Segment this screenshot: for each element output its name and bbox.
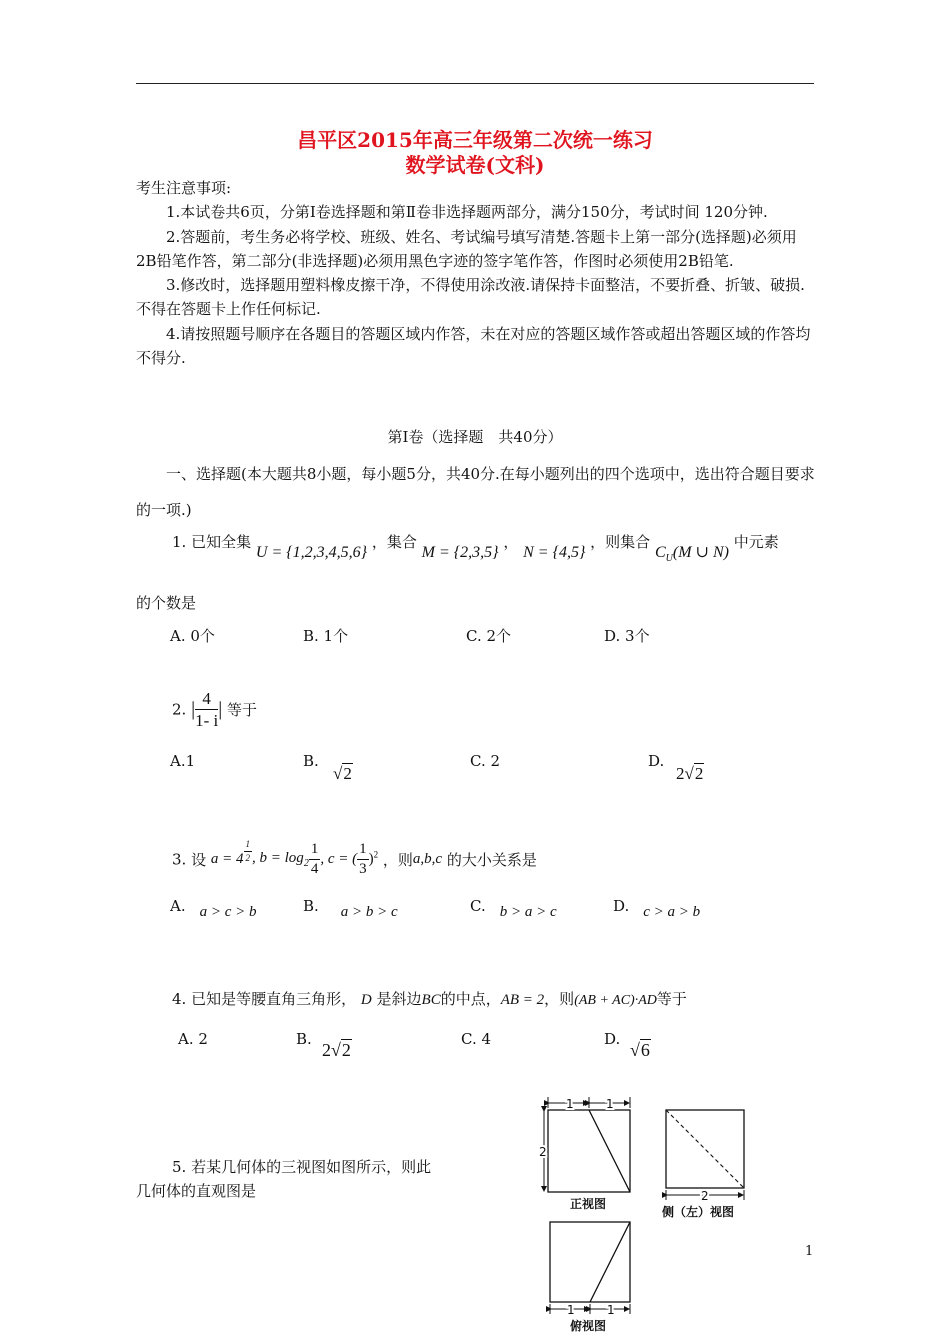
option-c: C. 4 — [461, 1030, 492, 1048]
notice-item: 3.修改时，选择题用塑料橡皮擦干净，不得使用涂改液.请保持卡面整洁，不要折叠、折皱、破损.不得在答题卡上作任何标记. — [136, 276, 805, 319]
a-definition: a = 4 $^{\frac{1}{2}}$ — [210, 839, 251, 867]
dim-label: 1 — [607, 1303, 615, 1317]
three-view-figure — [530, 1094, 790, 1334]
segment-bc: BC — [421, 992, 441, 1008]
dim-label: 1 — [606, 1097, 614, 1111]
section-instructions: 一、选择题(本大题共8小题，每小题5分，共40分.在每小题列出的四个选项中，选出符合题目要求的一项.) — [136, 465, 815, 519]
question-text: 等于 — [227, 701, 258, 719]
option-d: D. 3个 — [604, 627, 650, 645]
dim-label: 1 — [567, 1303, 575, 1317]
question-text: 的大小关系是 — [446, 851, 537, 869]
question-5-line2: 几何体的直观图是 — [136, 1182, 257, 1200]
notice-item: 4.请按照题号顺序在各题目的答题区域内作答，未在对应的答题区域作答或超出答题区域的作答均不得分. — [136, 324, 811, 368]
question-number: 4. — [172, 990, 187, 1008]
question-text: 是斜边 — [376, 990, 422, 1008]
exam-title: 昌平区2015年高三年级第二次统一练习 — [297, 128, 653, 152]
question-text: ，则 — [544, 990, 575, 1008]
question-text: ，则集合 — [590, 533, 651, 551]
option-a: A.1 — [170, 752, 196, 770]
option-d: D. c > a > b — [613, 897, 701, 920]
option-b-value: √2 — [333, 764, 352, 783]
question-5-line1: 5. 若某几何体的三视图如图所示，则此 — [172, 1158, 432, 1176]
option-b-label: B. — [296, 1030, 312, 1048]
top-view-caption: 俯视图 — [570, 1319, 607, 1333]
question-text: ， — [503, 533, 519, 551]
vector-expression: (AB + AC)·AD — [574, 993, 657, 1008]
question-text: 设 — [191, 851, 207, 869]
dim-label: 2 — [539, 1145, 547, 1159]
question-1 — [172, 531, 779, 565]
set-m: M = {2,3,5} — [421, 544, 499, 561]
question-number: 1. — [172, 533, 187, 551]
dim-label: 2 — [701, 1189, 709, 1203]
notice-heading: 考生注意事项: — [136, 179, 232, 197]
dim-label: 1 — [566, 1097, 574, 1111]
b-definition: , $b = \log_2$ — [252, 850, 309, 869]
question-text: 中元素 — [733, 533, 779, 551]
option-c: C. 2个 — [466, 627, 512, 645]
option-c: C. 2 — [470, 752, 501, 770]
variables: a,b,c — [412, 851, 443, 867]
option-a: A. 2 — [178, 1030, 208, 1048]
option-c: C. b > a > c — [470, 897, 557, 920]
question-text: 的中点， — [440, 990, 501, 1008]
b-fraction: $\frac{1}{4}$ — [310, 841, 319, 877]
notice-item: 1.本试卷共6页，分第Ⅰ卷选择题和第Ⅱ卷非选择题两部分，满分150分，考试时间 120分钟. — [166, 203, 768, 222]
header-rule — [136, 83, 814, 84]
option-b-value: 2√2 — [322, 1040, 351, 1060]
option-d-label: D. — [604, 1030, 621, 1048]
question-text: 已知全集 — [191, 533, 252, 551]
side-view-caption: 侧（左）视图 — [662, 1205, 735, 1219]
section-heading: 第Ⅰ卷（选择题 共40分） — [387, 428, 563, 446]
notice-section — [136, 176, 816, 370]
option-d-value: √6 — [630, 1040, 650, 1060]
question-text: ，集合 — [371, 533, 417, 551]
question-3: 3. 设 a = 4 $^{\frac{1}{2}}$ , $b = \log_2$ $\frac{1}{4}$ , c = ( $\frac{1}{3}$ )$^2$ ，则a,b,c 的大小关系是 — [172, 839, 537, 877]
point-d: D — [360, 992, 372, 1008]
question-number: 2. — [172, 700, 187, 719]
page-number: 1 — [805, 1244, 814, 1259]
notice-item: 2.答题前，考生务必将学校、班级、姓名、考试编号填写清楚.答题卡上第一部分(选择题)必须用2B铅笔作答，第二部分(非选择题)必须用黑色字迹的签字笔作答，作图时必须使用2B铅笔. — [136, 227, 797, 270]
ab-length: AB = 2 — [500, 992, 545, 1008]
question-2: 2. | $\frac{4}{1- i}$ | 等于 — [172, 689, 258, 730]
set-n: N = {4,5} — [523, 544, 586, 561]
option-d-label: D. — [648, 752, 665, 770]
set-u: U = {1,2,3,4,5,6} — [255, 544, 368, 561]
question-1-cont: 的个数是 — [136, 594, 197, 612]
exam-subtitle: 数学试卷(文科) — [405, 153, 545, 177]
question-number: 3. — [172, 850, 187, 869]
front-view-caption: 正视图 — [570, 1197, 607, 1211]
option-b: B. a > b > c — [303, 897, 398, 920]
option-a: A. 0个 — [170, 627, 215, 645]
abs-fraction: $\frac{4}{1- i}$ — [195, 689, 219, 730]
question-4 — [172, 988, 687, 1009]
c-fraction: $\frac{1}{3}$ — [359, 841, 367, 877]
question-text: ，则 — [382, 851, 413, 869]
option-a: A. a > c > b — [170, 897, 257, 920]
option-b-label: B. — [303, 752, 319, 770]
front-view — [539, 1097, 630, 1211]
top-view — [550, 1222, 630, 1333]
option-d-value: 2√2 — [676, 764, 704, 783]
question-text: 等于 — [656, 990, 687, 1008]
side-view — [661, 1110, 744, 1219]
complement-expr: $C_U(M$ ∪ N) — [654, 544, 729, 565]
c-definition: , c = ( — [320, 851, 358, 867]
option-b: B. 1个 — [303, 627, 349, 645]
question-text: 已知是等腰直角三角形， — [191, 990, 357, 1008]
